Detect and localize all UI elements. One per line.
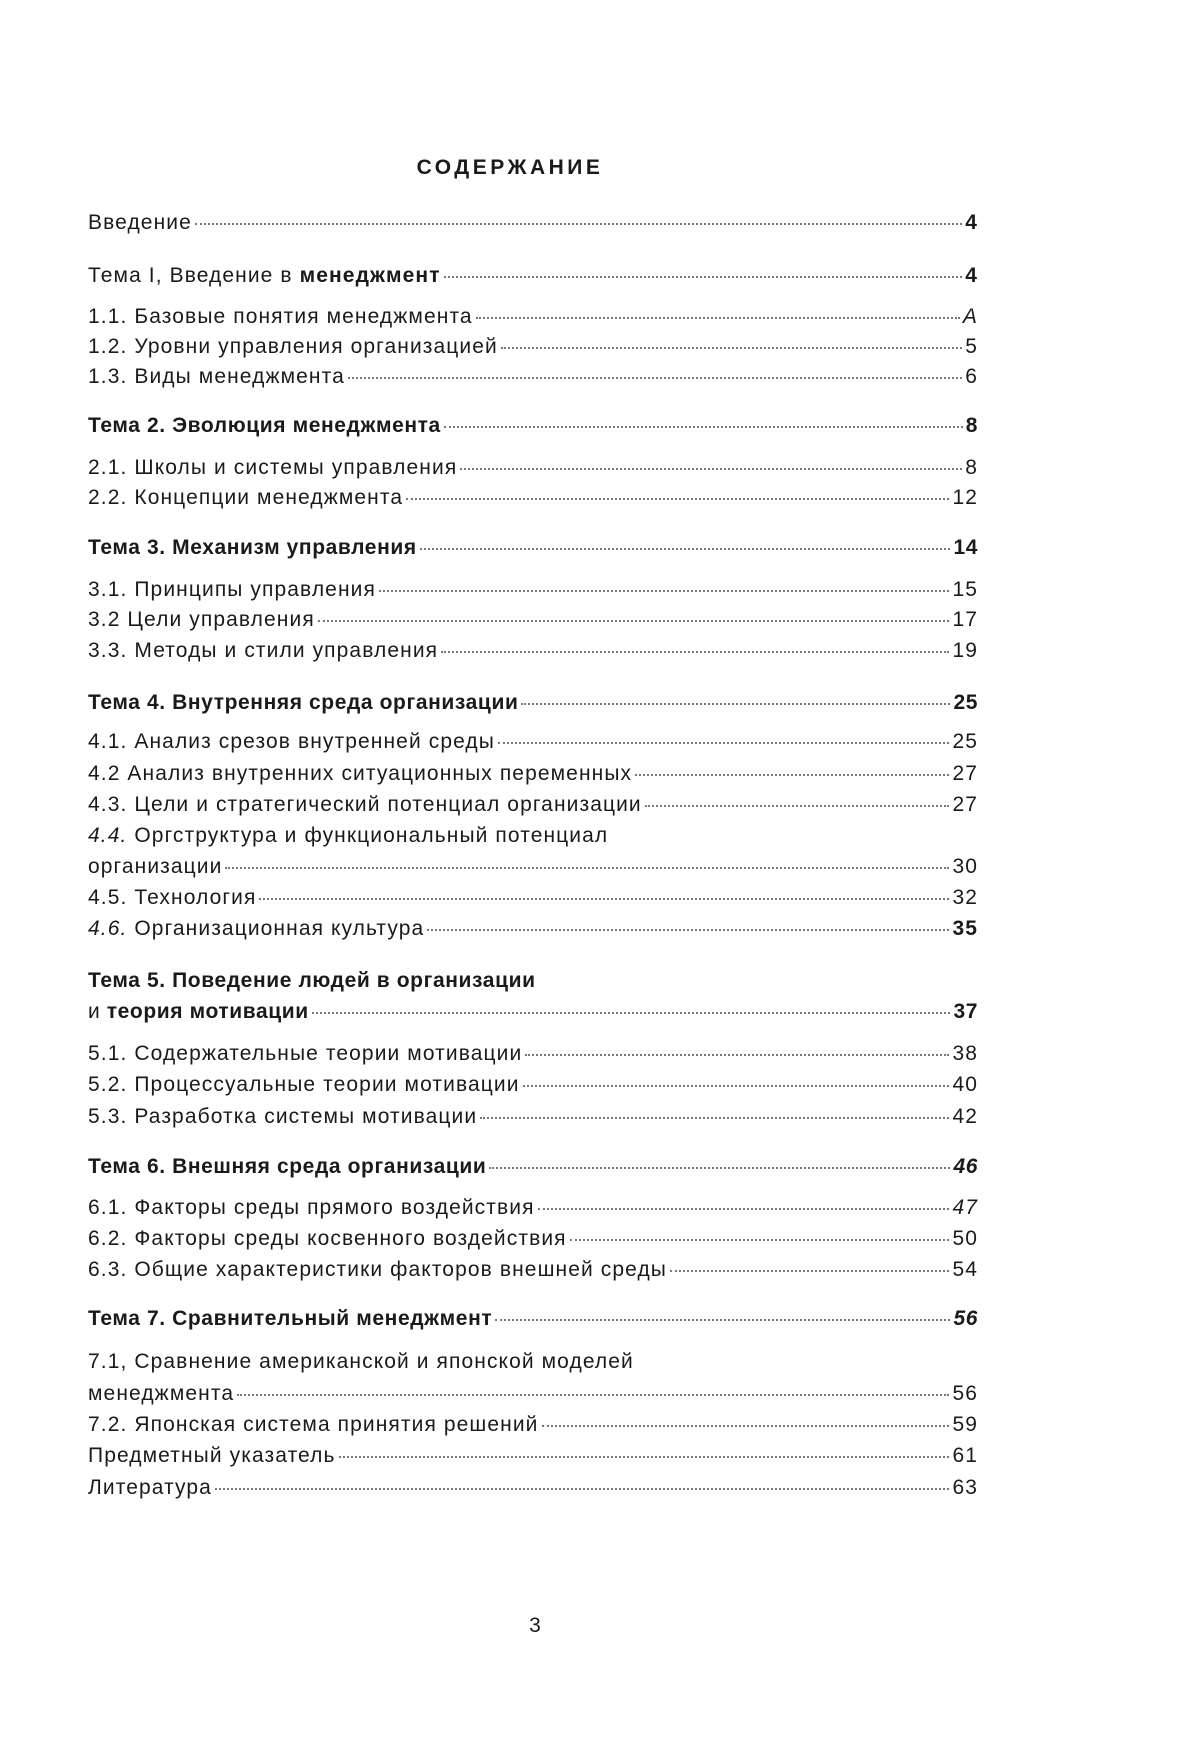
dot-leader [542, 1425, 950, 1427]
dot-leader [523, 1085, 950, 1087]
toc-page: 17 [952, 608, 978, 631]
toc-page: 46 [953, 1155, 978, 1178]
toc-label: 1.3. Виды менеджмента [88, 365, 345, 388]
toc-page: 59 [952, 1413, 978, 1436]
toc-topic-5-line2[interactable] [88, 999, 978, 1025]
toc-topic-7[interactable] [88, 1306, 978, 1332]
toc-page: 47 [952, 1196, 978, 1219]
toc-label: 2.2. Концепции менеджмента [88, 486, 404, 509]
dot-leader [444, 426, 963, 428]
toc-section-5-1[interactable] [88, 1041, 978, 1067]
toc-section-4-3[interactable] [88, 792, 978, 818]
toc-page: 56 [952, 1382, 978, 1405]
dot-leader [427, 929, 949, 931]
toc-number: 4.6. [88, 917, 128, 940]
toc-page: 37 [953, 1000, 978, 1023]
toc-page: 4 [965, 211, 978, 234]
toc-label: 6.2. Факторы среды косвенного воздействия [88, 1227, 567, 1250]
toc-label: 1.2. Уровни управления организацией [88, 335, 498, 358]
dot-leader [444, 276, 963, 278]
toc-topic-1[interactable] [88, 263, 978, 289]
toc-section-6-2[interactable] [88, 1226, 978, 1252]
toc-label: Тема 6. Внешняя среда организации [88, 1155, 487, 1178]
toc-section-4-6[interactable] [88, 916, 978, 942]
toc-label [88, 263, 441, 289]
toc-topic-3[interactable] [88, 535, 978, 561]
toc-page: 25 [953, 691, 978, 714]
toc-section-3-2[interactable] [88, 607, 978, 633]
toc-page: 50 [952, 1227, 978, 1250]
toc-page: 56 [953, 1307, 978, 1330]
toc-label: 4.3. Цели и стратегический потенциал организации [88, 793, 642, 816]
toc-section-4-4-line1[interactable] [88, 823, 608, 849]
dot-leader [635, 774, 949, 776]
toc-label: 6.1. Факторы среды прямого воздействия [88, 1196, 535, 1219]
toc-page: 27 [952, 793, 978, 816]
toc-section-1-3[interactable] [88, 364, 978, 390]
toc-label: 3.3. Методы и стили управления [88, 639, 439, 662]
toc-page: 30 [952, 855, 978, 878]
toc-page: 19 [952, 639, 978, 662]
toc-section-4-4-line2[interactable] [88, 854, 978, 880]
toc-section-3-1[interactable] [88, 577, 978, 603]
dot-leader [495, 1319, 950, 1321]
toc-label: Тема 3. Механизм управления [88, 536, 417, 559]
toc-topic-4[interactable] [88, 690, 978, 716]
dot-leader [460, 468, 962, 470]
toc-label-lead: и [88, 1000, 107, 1023]
toc-page: 38 [952, 1042, 978, 1065]
dot-leader [441, 651, 949, 653]
dot-leader [379, 590, 949, 592]
dot-leader [420, 548, 951, 550]
toc-page: 35 [952, 917, 978, 940]
dot-leader [237, 1394, 949, 1396]
toc-section-2-2[interactable] [88, 485, 978, 511]
toc-label: Оргструктура и функциональный потенциал [127, 824, 609, 847]
page-number: 3 [529, 1614, 541, 1637]
dot-leader [498, 742, 949, 744]
toc-entry-subject-index[interactable] [88, 1443, 978, 1469]
toc-label: 5.3. Разработка системы мотивации [88, 1105, 478, 1128]
dot-leader [670, 1270, 949, 1272]
toc-section-6-1[interactable] [88, 1195, 978, 1221]
dot-leader [480, 1117, 949, 1119]
dot-leader [521, 703, 950, 705]
toc-page: 54 [952, 1258, 978, 1281]
toc-label [88, 999, 309, 1025]
toc-label-text: Организационная культура [127, 917, 425, 940]
toc-section-5-2[interactable] [88, 1072, 978, 1098]
toc-label: менеджмента [88, 1382, 235, 1405]
toc-label: 4.2 Анализ внутренних ситуационных переменных [88, 762, 633, 785]
dot-leader [195, 223, 962, 225]
toc-entry-introduction[interactable] [88, 210, 978, 236]
toc-label: 2.1. Школы и системы управления [88, 456, 458, 479]
toc-label: 7.2. Японская система принятия решений [88, 1413, 539, 1436]
dot-leader [645, 805, 950, 807]
toc-label: Тема 4. Внутренняя среда организации [88, 691, 519, 714]
dot-leader [501, 347, 962, 349]
toc-page: 8 [965, 456, 978, 479]
toc-number: 4.4. [88, 824, 128, 847]
toc-section-3-3[interactable] [88, 638, 978, 664]
dot-leader [476, 317, 960, 319]
toc-label: 3.1. Принципы управления [88, 578, 376, 601]
toc-page: 6 [965, 365, 978, 388]
toc-label: Введение [88, 211, 192, 234]
toc-section-7-2[interactable] [88, 1412, 978, 1438]
dot-leader [339, 1456, 950, 1458]
toc-page: 4 [965, 264, 978, 287]
toc-label-emphasis: теория мотивации [106, 1000, 309, 1023]
dot-leader [312, 1012, 951, 1014]
toc-label [88, 916, 424, 942]
toc-page: 12 [952, 486, 978, 509]
toc-label: 5.2. Процессуальные теории мотивации [88, 1073, 520, 1096]
toc-section-1-1[interactable] [88, 304, 978, 330]
toc-page: 27 [952, 762, 978, 785]
toc-page: 63 [952, 1476, 978, 1499]
toc-topic-2[interactable] [88, 413, 978, 439]
page-title: СОДЕРЖАНИЕ [416, 156, 604, 179]
toc-label: 3.2 Цели управления [88, 608, 315, 631]
toc-entry-literature[interactable] [88, 1475, 978, 1501]
toc-page: 15 [952, 578, 978, 601]
toc-label: организации [88, 855, 223, 878]
toc-page: 14 [953, 536, 978, 559]
toc-section-4-1[interactable] [88, 729, 978, 755]
dot-leader [348, 377, 962, 379]
toc-section-4-2[interactable] [88, 761, 978, 787]
toc-page: 5 [965, 335, 978, 358]
toc-page: А [962, 305, 978, 328]
dot-leader [259, 898, 949, 900]
toc-label: 4.1. Анализ срезов внутренней среды [88, 730, 495, 753]
toc-section-6-3[interactable] [88, 1257, 978, 1283]
toc-label: Литература [88, 1476, 212, 1499]
dot-leader [406, 498, 949, 500]
dot-leader [570, 1239, 950, 1241]
toc-label: Предметный указатель [88, 1444, 336, 1467]
toc-label: Тема 7. Сравнительный менеджмент [88, 1307, 493, 1330]
toc-label: Тема 2. Эволюция менеджмента [88, 414, 441, 437]
toc-topic-5-line1[interactable]: Тема 5. Поведение людей в организации [88, 969, 536, 992]
dot-leader [215, 1488, 949, 1490]
dot-leader [225, 867, 949, 869]
toc-section-4-5[interactable] [88, 885, 978, 911]
dot-leader [489, 1167, 950, 1169]
toc-section-2-1[interactable] [88, 455, 978, 481]
toc-page: 42 [952, 1105, 978, 1128]
toc-page: 61 [952, 1444, 978, 1467]
toc-label: 1.1. Базовые понятия менеджмента [88, 305, 473, 328]
dot-leader [538, 1208, 950, 1210]
toc-section-5-3[interactable] [88, 1104, 978, 1130]
toc-label: 4.5. Технология [88, 886, 257, 909]
toc-label-lead: Тема I, Введение в [88, 264, 300, 287]
toc-page: 40 [952, 1073, 978, 1096]
toc-page: 25 [952, 730, 978, 753]
dot-leader [525, 1054, 949, 1056]
toc-label: 5.1. Содержательные теории мотивации [88, 1042, 523, 1065]
toc-section-7-1-line1[interactable]: 7.1, Сравнение американской и японской моделей [88, 1350, 634, 1373]
toc-label: 6.3. Общие характеристики факторов внешней среды [88, 1258, 667, 1281]
toc-label-emphasis: менеджмент [299, 264, 441, 287]
toc-page: 8 [965, 414, 978, 437]
toc-section-7-1-line2[interactable] [88, 1381, 978, 1407]
toc-section-1-2[interactable] [88, 334, 978, 360]
toc-topic-6[interactable] [88, 1154, 978, 1180]
dot-leader [318, 620, 950, 622]
toc-page: 32 [952, 886, 978, 909]
